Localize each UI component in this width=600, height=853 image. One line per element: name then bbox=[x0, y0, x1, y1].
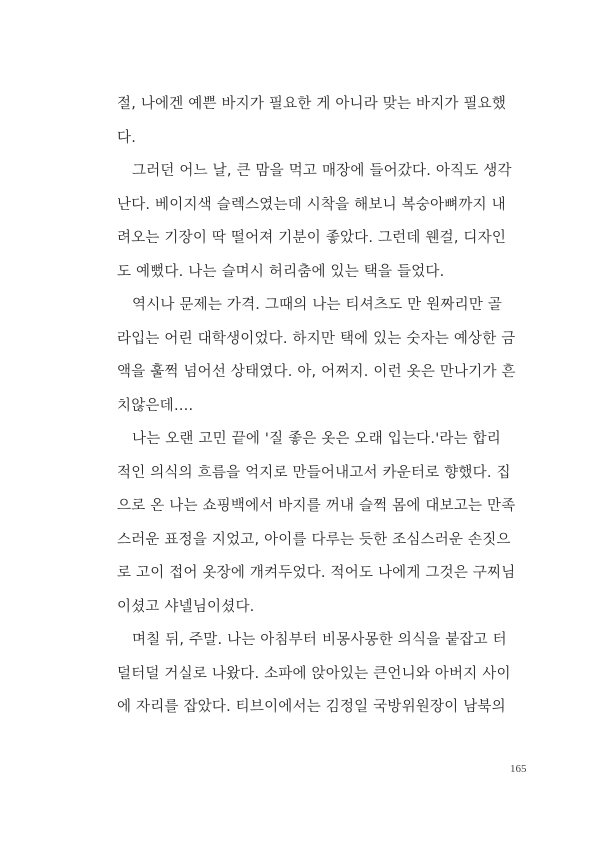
text-line: 절, 나에겐 예쁜 바지가 필요한 게 아니라 맞는 바지가 필요했 bbox=[117, 96, 507, 112]
body-text bbox=[117, 88, 517, 725]
paragraph-start-line: 그러던 어느 날, 큰 맘을 먹고 매장에 들어갔다. 아직도 생각 bbox=[132, 163, 512, 179]
paragraph-start-line: 며칠 뒤, 주말. 나는 아침부터 비몽사몽한 의식을 붙잡고 터 bbox=[132, 632, 507, 648]
text-line: 도 예뻤다. 나는 슬며시 허리춤에 있는 택을 들었다. bbox=[117, 263, 445, 280]
text-line: 에 자리를 잡았다. 티브이에서는 김정일 국방위원장이 남북의 bbox=[117, 699, 506, 715]
text-line: 려오는 기장이 딱 떨어져 기분이 좋았다. 그런데 웬걸, 디자인 bbox=[117, 230, 507, 246]
text-line: 다. bbox=[117, 129, 137, 146]
text-line: 적인 의식의 흐름을 억지로 만들어내고서 카운터로 향했다. 집 bbox=[117, 464, 511, 481]
text-line: 으로 온 나는 쇼핑백에서 바지를 꺼내 슬쩍 몸에 대보고는 만족 bbox=[117, 498, 516, 514]
text-line: 이셨고 샤넬님이셨다. bbox=[117, 598, 255, 615]
text-line: 치않은데…. bbox=[117, 397, 194, 414]
paragraph-start-line: 나는 오랜 고민 끝에 '질 좋은 옷은 오래 입는다.'라는 합리 bbox=[132, 431, 502, 447]
page-number: 165 bbox=[510, 763, 527, 775]
text-line: 로 고이 접어 옷장에 개켜두었다. 적어도 나에게 그것은 구찌님 bbox=[117, 565, 516, 581]
text-line: 라입는 어린 대학생이었다. 하지만 택에 있는 숫자는 예상한 금 bbox=[117, 330, 516, 347]
text-line: 액을 훌쩍 넘어선 상태였다. 아, 어쩌지. 이런 옷은 만나기가 흔 bbox=[117, 364, 516, 380]
paragraph-start-line: 역시나 문제는 가격. 그때의 나는 티셔츠도 만 원짜리만 골 bbox=[132, 297, 503, 313]
text-line: 덜터덜 거실로 나왔다. 소파에 앉아있는 큰언니와 아버지 사이 bbox=[117, 665, 511, 682]
text-line: 스러운 표정을 지었고, 아이를 다루는 듯한 조심스러운 손짓으 bbox=[117, 531, 511, 548]
text-line: 난다. 베이지색 슬렉스였는데 시착을 해보니 복숭아뼈까지 내 bbox=[117, 196, 506, 213]
